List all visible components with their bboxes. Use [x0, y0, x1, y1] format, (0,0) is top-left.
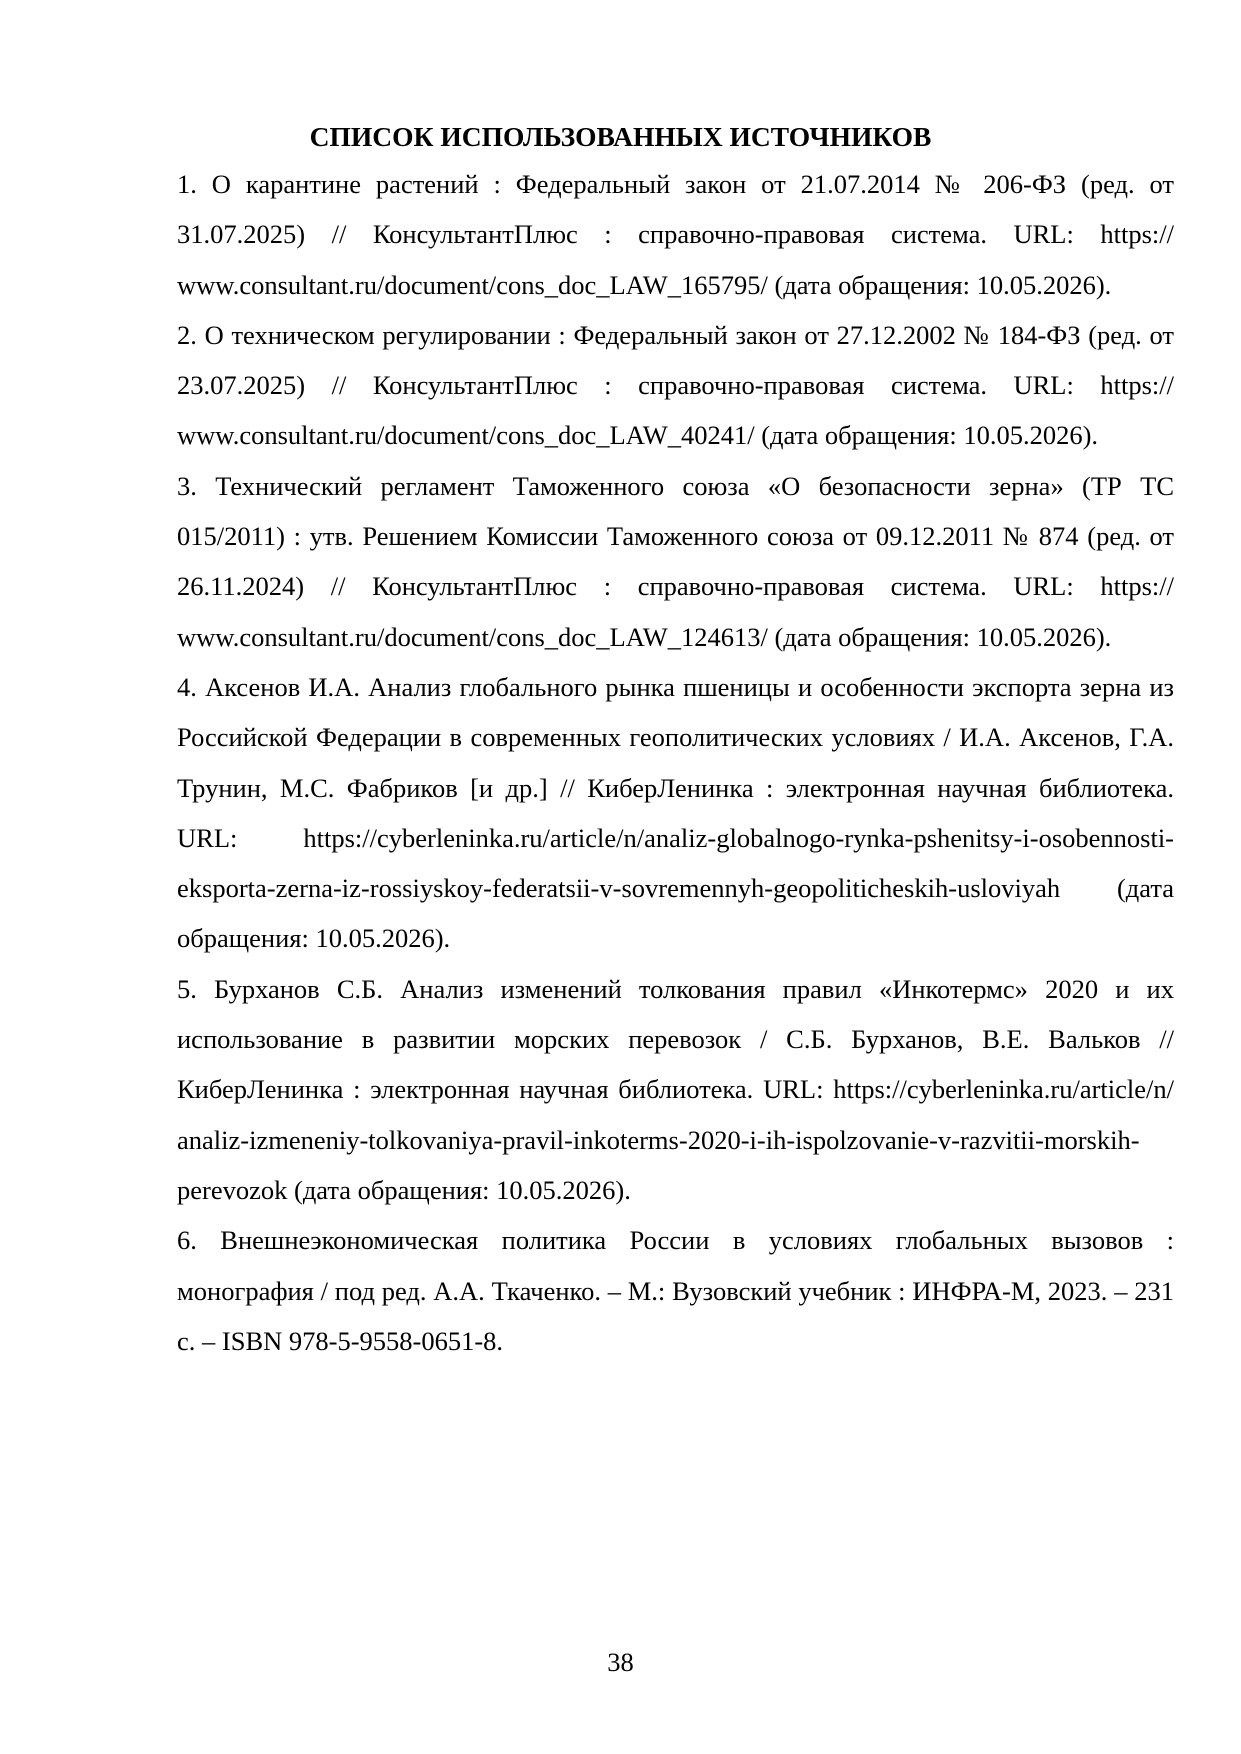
reference-item-6 [177, 1215, 1174, 1366]
reference-item-5 [177, 964, 1174, 1215]
reference-access-date: (дата обращения: 10.05.2026). [177, 873, 1174, 954]
reference-text: 3. Технический регламент Таможенного союза «О безопасности зерна» (ТР ТС 015/2011) : утв. Решением Комиссии Таможенного союза от 09.12.2011 № 874 (ред. от 26.11.2024) // КонсультантПлюс : справочно-правовая система. URL: [177, 470, 1174, 602]
reference-url: https://www.consultant.ru/document/cons_doc_LAW_165795/ [177, 219, 1174, 300]
reference-item-1 [177, 159, 1174, 310]
reference-text: 5. Бурханов С.Б. Анализ изменений толкования правил «Инкотермс» 2020 и их использование в развитии морских перевозок / С.Б. Бурханов, В.Е. Вальков // КиберЛенинка : электронная научная библиотека. URL: [177, 973, 1174, 1105]
reference-text: 1. О карантине растений : Федеральный закон от 21.07.2014 № 206-ФЗ (ред. от 31.07.2025) // КонсультантПлюс : справочно-правовая система. URL: [177, 169, 1174, 250]
reference-url: https://www.consultant.ru/document/cons_doc_LAW_40241/ [177, 370, 1174, 451]
references-heading: СПИСОК ИСПОЛЬЗОВАННЫХ ИСТОЧНИКОВ [309, 121, 932, 152]
reference-url: https://www.consultant.ru/document/cons_doc_LAW_124613/ [177, 571, 1174, 652]
reference-text: 6. Внешнеэкономическая политика России в условиях глобальных вызовов : монография / под ред. А.А. Ткаченко. – М.: Вузовский учебник : ИНФРА-М, 2023. – 231 с. – ISBN 978-5-9558-0651-8. [177, 1225, 1174, 1356]
reference-url: https://cyberleninka.ru/article/n/analiz-izmeneniy-tolkovaniya-pravil-inkoterms-2020-i-ih-ispolzovanie-v-razvitii-morskih-perevozok [177, 1074, 1174, 1205]
reference-item-4 [177, 662, 1174, 964]
reference-access-date: (дата обращения: 10.05.2026). [287, 1174, 631, 1205]
page-number: 38 [607, 1647, 634, 1677]
reference-access-date: (дата обращения: 10.05.2026). [767, 621, 1112, 652]
reference-item-2 [177, 310, 1174, 461]
reference-url: https://cyberleninka.ru/article/n/analiz-globalnogo-rynka-pshenitsy-i-osobennosti-eksporta-zerna-iz-rossiyskoy-federatsii-v-sovremennyh-geopoliticheskih-usloviyah [177, 822, 1174, 904]
reference-access-date: (дата обращения: 10.05.2026). [767, 269, 1112, 300]
reference-text: 2. О техническом регулировании : Федеральный закон от 27.12.2002 № 184-ФЗ (ред. от 23.07.2025) // КонсультантПлюс : справочно-правовая система. URL: [177, 319, 1174, 401]
reference-item-3 [177, 461, 1174, 662]
reference-access-date: (дата обращения: 10.05.2026). [754, 420, 1099, 451]
references-list [177, 159, 1174, 1366]
reference-text: 4. Аксенов И.А. Анализ глобального рынка пшеницы и особенности экспорта зерна из Российской Федерации в современных геополитических условиях / И.А. Аксенов, Г.А. Трунин, М.С. Фабриков [и др.] // КиберЛенинка : электронная научная библиотека. URL: [177, 671, 1174, 853]
